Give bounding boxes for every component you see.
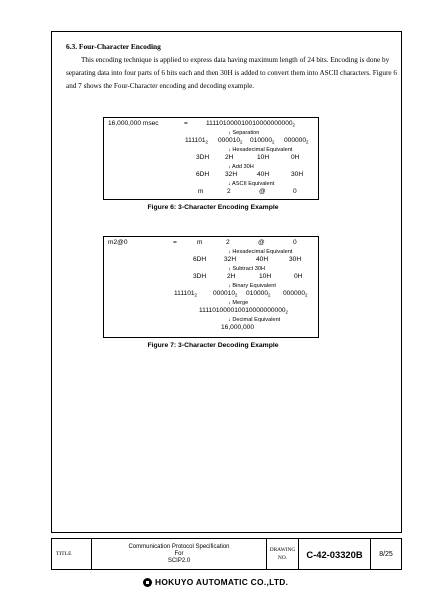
- fig6-msec: 16,000,000 msec: [108, 120, 159, 127]
- fig7-step-binary: ↓ Binary Equivalent: [228, 283, 276, 289]
- drawing-label-1: DRAWING: [269, 547, 296, 553]
- fig7-decimal: 16,000,000: [221, 324, 255, 331]
- title-label: TITLE: [56, 551, 72, 557]
- fig7-hex30-2: 2H: [227, 273, 236, 280]
- doc-title-line-2: For: [174, 550, 184, 557]
- fig6-ascii-4: 0: [293, 188, 297, 195]
- doc-title-line-3: SCIP2.0: [167, 557, 191, 564]
- fig6-hex-3: 10H: [257, 154, 270, 161]
- fig6-hex30-2: 32H: [225, 171, 238, 178]
- fig7-hex30-1: 3DH: [193, 273, 207, 280]
- title-label-cell: [52, 539, 92, 569]
- fig6-step-hex: ↓ Hexadecimal Equivalent: [228, 147, 293, 153]
- fig6-hex-4: 0H: [291, 154, 300, 161]
- fig7-ascii-3: @: [258, 239, 265, 246]
- fig6-step-separation: ↓ Separation: [228, 130, 260, 136]
- fig7-part-3: $010000_2$: [246, 290, 271, 298]
- fig7-hex-4: 30H: [289, 256, 302, 263]
- fig6-hex-2: 2H: [225, 154, 234, 161]
- fig6-part-3: $010000_2$: [250, 137, 275, 145]
- fig7-code: m2@0: [108, 239, 128, 246]
- fig6-hex30-3: 40H: [257, 171, 270, 178]
- fig6-equals: =: [184, 120, 188, 127]
- fig7-step-decimal: ↓ Decimal Equivalent: [228, 317, 281, 323]
- fig7-step-merge: ↓ Merge: [228, 300, 249, 306]
- fig7-step-hex: ↓ Hexadecimal Equivalent: [228, 249, 293, 255]
- drawing-number-cell: [299, 539, 371, 569]
- fig6-step-add: ↓ Add 30H: [228, 164, 254, 170]
- fig7-hex30-4: 0H: [294, 273, 303, 280]
- fig7-equals: =: [173, 239, 177, 246]
- drawing-label-2: NO.: [277, 555, 288, 561]
- fig6-hex-1: 3DH: [196, 154, 210, 161]
- fig6-ascii-2: 2: [227, 188, 231, 195]
- section-paragraph: This encoding technique is applied to express data having maximum length of 24 bits. Encoding is done by separating data into four parts of 6 bits each and then 30H is added to convert them into ASCII characters. Figure 6 and 7 shows the Four-Character encoding and decoding example.: [66, 56, 397, 90]
- figure-7-caption: Figure 7: 3-Character Decoding Example: [147, 342, 279, 349]
- doc-title-line-1: Communication Protocol Specification: [128, 543, 230, 550]
- fig6-part-1: $111101_2$: [185, 137, 208, 145]
- drawing-label-cell: [267, 539, 299, 569]
- fig7-hex30-3: 10H: [259, 273, 272, 280]
- section-heading: 6.3. Four-Character Encoding: [66, 42, 161, 51]
- fig6-ascii-1: m: [198, 188, 204, 195]
- fig6-hex30-1: 6DH: [196, 171, 210, 178]
- fig6-step-ascii: ↓ ASCII Equivalent: [228, 181, 275, 187]
- fig7-step-subtract: ↓ Subtract 30H: [228, 266, 265, 272]
- company-name: HOKUYO AUTOMATIC CO.,LTD.: [155, 577, 289, 587]
- drawing-number: C-42-03320B: [306, 548, 363, 560]
- fig7-hex-3: 40H: [256, 256, 269, 263]
- title-block: [51, 538, 402, 570]
- fig6-binary: $111101000010010000000000_2$: [206, 120, 295, 128]
- page-number: 8/25: [379, 550, 393, 558]
- page-number-cell: [371, 539, 401, 569]
- fig6-part-4: $000000_2$: [284, 137, 309, 145]
- fig6-part-2: $000010_2$: [218, 137, 243, 145]
- fig6-ascii-3: @: [259, 188, 266, 195]
- fig6-hex30-4: 30H: [291, 171, 304, 178]
- fig7-part-4: $000000_2$: [283, 290, 308, 298]
- fig7-ascii-2: 2: [226, 239, 230, 246]
- doc-title-cell: [92, 539, 267, 569]
- figure-7-box: [103, 236, 319, 338]
- figure-6-caption: Figure 6: 3-Character Encoding Example: [147, 204, 279, 211]
- fig7-binary: $111101000010010000000000_2$: [199, 307, 288, 315]
- logo-mark-icon: [143, 578, 152, 587]
- fig7-ascii-1: m: [197, 239, 203, 246]
- fig7-part-2: $000010_2$: [213, 290, 238, 298]
- figure-6-box: [103, 117, 319, 200]
- fig7-hex-2: 32H: [224, 256, 237, 263]
- fig7-part-1: $111101_2$: [174, 290, 197, 298]
- fig7-ascii-4: 0: [293, 239, 297, 246]
- company-logo: [143, 577, 288, 587]
- fig7-hex-1: 6DH: [193, 256, 207, 263]
